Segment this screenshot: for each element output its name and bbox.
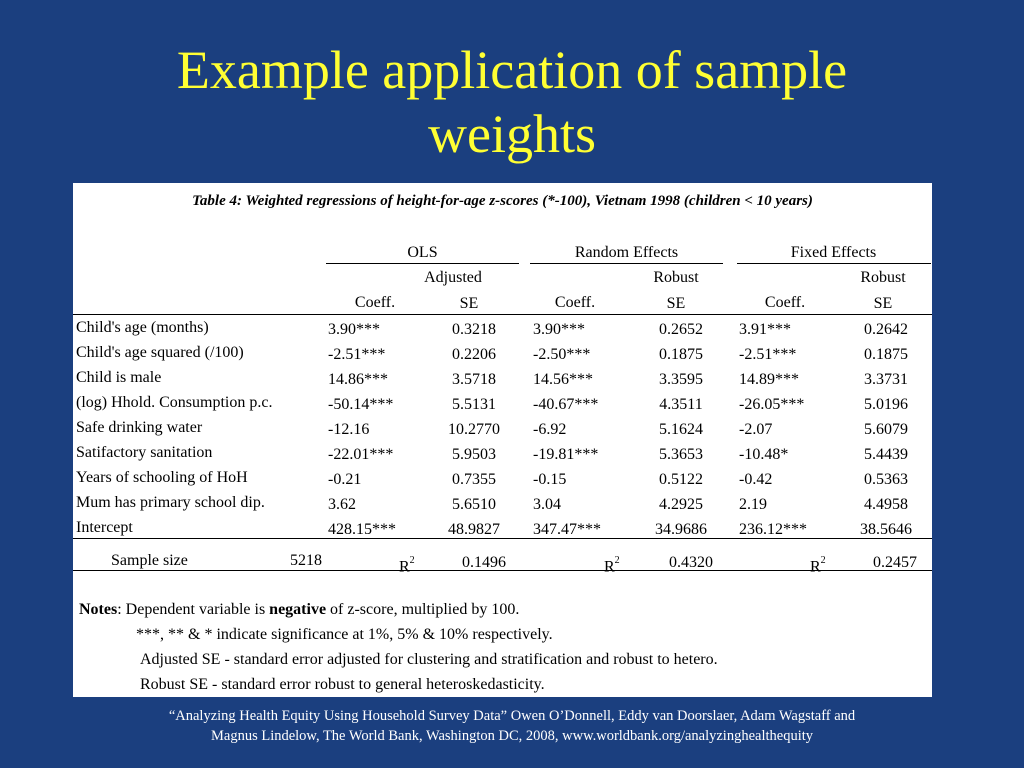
- row-label: Years of schooling of HoH: [76, 469, 248, 486]
- cell-ols-coeff: -0.21: [328, 471, 362, 488]
- slide-title-line-1: Example application of sample: [176, 40, 848, 100]
- cell-ols-se: 48.9827: [448, 521, 500, 538]
- group-rule-fixed-effects: [737, 263, 931, 264]
- cell-re-coeff: 3.90***: [533, 321, 585, 338]
- cell-fe-se: 5.4439: [864, 446, 908, 463]
- notes-line-2: ***, ** & * indicate significance at 1%, 5% & 10% respectively.: [136, 626, 553, 643]
- slide-title: [0, 38, 1024, 166]
- notes-line-3: Adjusted SE - standard error adjusted for clustering and stratification and robust to hetero.: [140, 651, 718, 668]
- cell-fe-se: 5.6079: [864, 421, 908, 438]
- cell-ols-coeff: -2.51***: [328, 346, 386, 363]
- cell-re-se: 0.1875: [659, 346, 703, 363]
- r2-superscript: 2: [614, 555, 620, 566]
- cell-re-se: 5.3653: [659, 446, 703, 463]
- group-header-ols: OLS: [407, 244, 438, 261]
- sample-size-label: Sample size: [111, 552, 188, 569]
- header-rule: [73, 314, 932, 315]
- cell-fe-coeff: -2.51***: [739, 346, 797, 363]
- row-label: (log) Hhold. Consumption p.c.: [76, 394, 273, 411]
- sample-size-value: 5218: [290, 552, 322, 569]
- cell-fe-coeff: -2.07: [739, 421, 773, 438]
- row-label: Intercept: [76, 519, 133, 536]
- r2-letter: R: [810, 558, 821, 576]
- cell-re-se: 34.9686: [655, 521, 707, 538]
- r2-letter: R: [604, 558, 615, 576]
- notes-line-4: Robust SE - standard error robust to general heteroskedasticity.: [140, 676, 545, 693]
- notes-negative: negative: [269, 601, 327, 618]
- cell-re-se: 0.5122: [659, 471, 703, 488]
- table-caption: Table 4: Weighted regressions of height-for-age z-scores (*-100), Vietnam 1998 (children < 10 years): [192, 193, 813, 209]
- cell-fe-coeff: -0.42: [739, 471, 773, 488]
- cell-re-coeff: -2.50***: [533, 346, 591, 363]
- cell-ols-coeff: 428.15***: [328, 521, 396, 538]
- body-rule: [73, 538, 932, 539]
- cell-fe-se: 0.5363: [864, 471, 908, 488]
- r2-value-re: 0.4320: [669, 554, 713, 571]
- group-rule-ols: [326, 263, 519, 264]
- cell-re-se: 4.2925: [659, 496, 703, 513]
- cell-fe-se: 4.4958: [864, 496, 908, 513]
- cell-fe-se: 0.1875: [864, 346, 908, 363]
- cell-ols-coeff: -12.16: [328, 421, 370, 438]
- subhead-ols-coeff: Coeff.: [354, 294, 396, 311]
- group-header-fixed-effects: Fixed Effects: [790, 244, 877, 261]
- cell-fe-coeff: 236.12***: [739, 521, 807, 538]
- cell-re-se: 3.3595: [659, 371, 703, 388]
- cell-ols-se: 5.6510: [452, 496, 496, 513]
- notes-line-1-a: : Dependent variable is: [117, 601, 270, 618]
- cell-fe-coeff: 14.89***: [739, 371, 799, 388]
- r2-label-re: [604, 553, 620, 577]
- citation-line-2: Magnus Lindelow, The World Bank, Washington DC, 2008, www.worldbank.org/analyzinghealthequity: [210, 728, 814, 744]
- row-label: Child's age (months): [76, 319, 209, 336]
- cell-re-coeff: -0.15: [533, 471, 567, 488]
- cell-ols-se: 10.2770: [448, 421, 500, 438]
- stats-rule: [73, 570, 932, 571]
- citation-footer: [0, 706, 1024, 746]
- cell-fe-se: 5.0196: [864, 396, 908, 413]
- cell-ols-se: 0.7355: [452, 471, 496, 488]
- r2-label-ols: [399, 553, 415, 577]
- row-label: Satifactory sanitation: [76, 444, 213, 461]
- r2-superscript: 2: [409, 555, 415, 566]
- row-label: Safe drinking water: [76, 419, 203, 436]
- cell-ols-se: 5.5131: [452, 396, 496, 413]
- cell-re-se: 5.1624: [659, 421, 703, 438]
- subhead-ols-se-top: Adjusted: [424, 269, 482, 286]
- notes-line-1: [79, 600, 519, 620]
- cell-ols-coeff: 14.86***: [328, 371, 388, 388]
- notes-label: Notes: [79, 601, 118, 618]
- row-label: Mum has primary school dip.: [76, 494, 265, 511]
- group-header-random-effects: Random Effects: [574, 244, 679, 261]
- cell-ols-coeff: 3.90***: [328, 321, 380, 338]
- cell-re-coeff: 14.56***: [533, 371, 593, 388]
- group-rule-random-effects: [530, 263, 723, 264]
- row-label: Child's age squared (/100): [76, 344, 244, 361]
- subhead-re-se-top: Robust: [653, 269, 699, 286]
- cell-re-coeff: -40.67***: [533, 396, 599, 413]
- subhead-re-coeff: Coeff.: [554, 294, 596, 311]
- r2-letter: R: [399, 558, 410, 576]
- cell-re-coeff: 347.47***: [533, 521, 601, 538]
- cell-fe-se: 38.5646: [860, 521, 912, 538]
- cell-fe-coeff: 2.19: [739, 496, 767, 513]
- cell-ols-coeff: 3.62: [328, 496, 356, 513]
- cell-fe-coeff: -10.48*: [739, 446, 789, 463]
- cell-fe-se: 3.3731: [864, 371, 908, 388]
- r2-value-fe: 0.2457: [873, 554, 917, 571]
- cell-re-se: 0.2652: [659, 321, 703, 338]
- cell-ols-coeff: -50.14***: [328, 396, 394, 413]
- r2-value-ols: 0.1496: [462, 554, 506, 571]
- subhead-fe-se-top: Robust: [860, 269, 906, 286]
- cell-ols-se: 0.3218: [452, 321, 496, 338]
- cell-ols-coeff: -22.01***: [328, 446, 394, 463]
- cell-re-coeff: -6.92: [533, 421, 567, 438]
- subhead-fe-se-bottom: SE: [873, 295, 893, 312]
- cell-ols-se: 0.2206: [452, 346, 496, 363]
- notes-line-1-b: of z-score, multiplied by 100.: [326, 601, 520, 618]
- slide-title-line-2: weights: [428, 104, 596, 164]
- cell-fe-se: 0.2642: [864, 321, 908, 338]
- regression-table-panel: [73, 183, 932, 697]
- cell-fe-coeff: 3.91***: [739, 321, 791, 338]
- cell-fe-coeff: -26.05***: [739, 396, 805, 413]
- subhead-ols-se-bottom: SE: [459, 295, 479, 312]
- subhead-fe-coeff: Coeff.: [764, 294, 806, 311]
- subhead-re-se-bottom: SE: [666, 295, 686, 312]
- r2-superscript: 2: [820, 555, 826, 566]
- cell-re-coeff: 3.04: [533, 496, 561, 513]
- cell-re-se: 4.3511: [659, 396, 703, 413]
- cell-ols-se: 5.9503: [452, 446, 496, 463]
- cell-ols-se: 3.5718: [452, 371, 496, 388]
- row-label: Child is male: [76, 369, 162, 386]
- r2-label-fe: [810, 553, 826, 577]
- citation-line-1: “Analyzing Health Equity Using Household Survey Data” Owen O’Donnell, Eddy van Doorslaer, Adam Wagstaff and: [168, 708, 856, 724]
- cell-re-coeff: -19.81***: [533, 446, 599, 463]
